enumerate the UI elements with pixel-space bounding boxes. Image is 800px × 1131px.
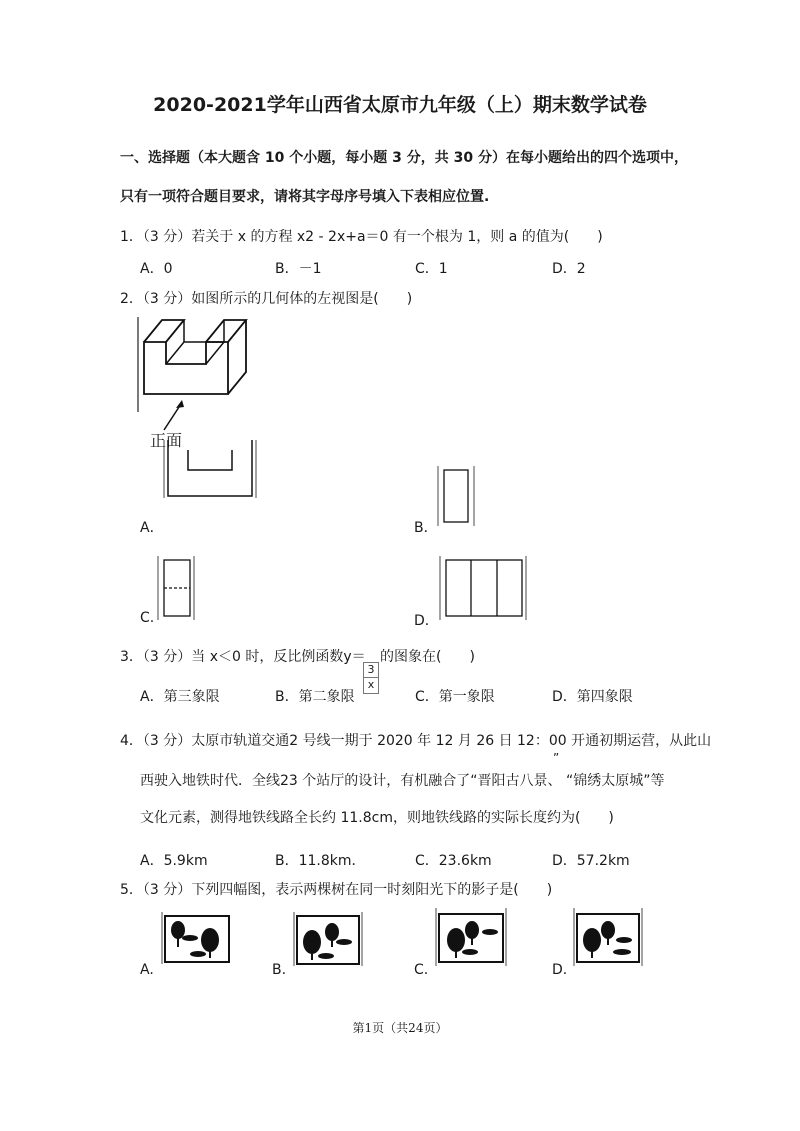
q5-option-b: B. (272, 962, 287, 978)
question-4-line1: 4．（3 分）太原市轨道交通2 号线一期于 2020 年 12 月 26 日 12：00 开通初期运营，从此山 (120, 733, 712, 749)
q2-option-a: A． (140, 520, 164, 536)
quote-mark: ” (553, 751, 560, 765)
q1-option-b: B．－1 (275, 261, 322, 277)
q2-option-b-figure (436, 466, 476, 528)
question-2-stem: 2．（3 分）如图所示的几何体的左视图是( ) (120, 291, 413, 307)
question-5-stem: 5．（3 分）下列四幅图，表示两棵树在同一时刻阳光下的影子是( ) (120, 882, 553, 898)
q2-solid-figure (136, 312, 266, 452)
q3-option-b: B．第二象限 (275, 689, 355, 705)
q2-option-d: D． (414, 613, 439, 629)
question-4-line2: 西驶入地铁时代．全线23 个站厅的设计，有机融合了“晋阳古八景、 “锦绣太原城”等 (140, 773, 665, 789)
q1-option-d: D．2 (552, 261, 586, 277)
q2-option-c: C. (140, 610, 155, 626)
front-view-label: 正面 (150, 431, 183, 450)
question-4-line3: 文化元素，测得地铁线路全长约 11.8cm，则地铁线路的实际长度约为( ) (140, 810, 614, 826)
fraction-numerator: 3 (364, 663, 378, 678)
q1-option-c: C．1 (415, 261, 448, 277)
q4-option-c: C．23.6km (415, 853, 492, 869)
q4-option-a: A．5.9km (140, 853, 208, 869)
fraction-denominator: x (367, 678, 375, 691)
q2-option-b: B． (414, 520, 438, 536)
q2-option-d-figure (438, 556, 528, 622)
q3-option-d: D．第四象限 (552, 689, 633, 705)
question-3-stem-before: 3．（3 分）当 x＜0 时，反比例函数y＝ (120, 649, 366, 665)
q3-option-a: A．第三象限 (140, 689, 220, 705)
q1-option-a: A．0 (140, 261, 173, 277)
q4-option-d: D．57.2km (552, 853, 630, 869)
section-heading-line2: 只有一项符合题目要求，请将其字母序号填入下表相应位置. (120, 189, 490, 205)
q5-option-d-figure (572, 908, 644, 968)
q5-option-c-figure (434, 908, 508, 968)
question-3-stem-after: 的图象在( ) (380, 649, 475, 665)
page-footer: 第1页（共24页） (352, 1021, 448, 1035)
q2-option-a-figure (160, 440, 260, 500)
question-1-stem: 1．（3 分）若关于 x 的方程 x2 - 2x+a＝0 有一个根为 1，则 a 的值为( ) (120, 229, 603, 245)
fraction-3-over-x (363, 662, 379, 694)
q5-option-a-figure (160, 912, 232, 966)
q3-option-c: C．第一象限 (415, 689, 495, 705)
q5-option-a: A. (140, 962, 154, 978)
q4-option-b: B．11.8km． (275, 853, 366, 869)
q2-option-c-figure (156, 556, 196, 622)
q5-option-c: C. (414, 962, 429, 978)
q5-option-d: D. (552, 962, 568, 978)
section-heading-line1: 一、选择题（本大题含 10 个小题，每小题 3 分，共 30 分）在每小题给出的四个选项中， (120, 150, 688, 166)
q5-option-b-figure (292, 912, 364, 968)
page-title: 2020-2021学年山西省太原市九年级（上）期末数学试卷 (153, 94, 647, 116)
